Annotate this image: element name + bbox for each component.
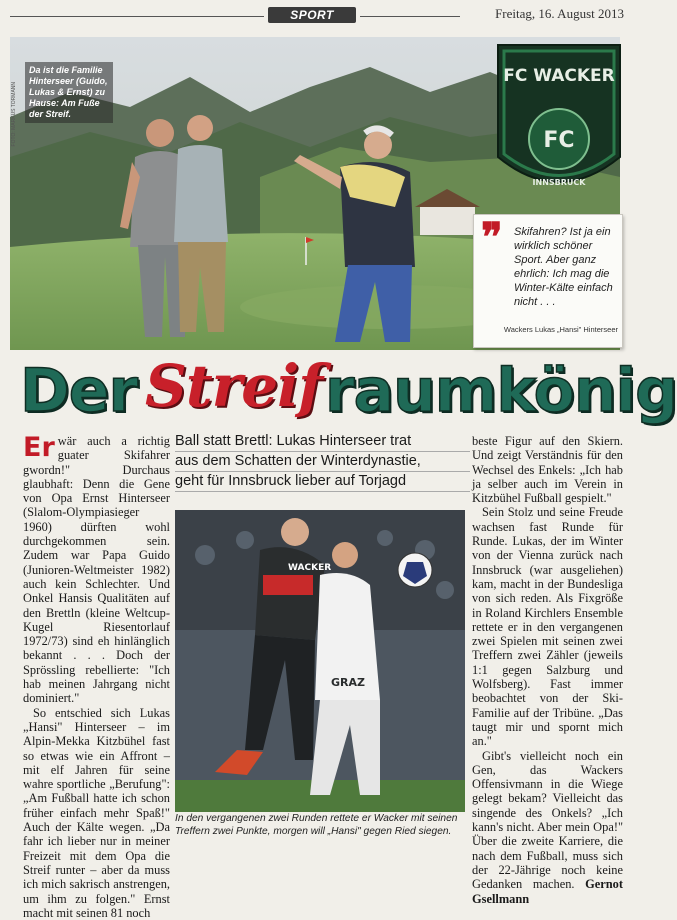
article-paragraph: So entschied sich Lukas „Hansi" Hinterseer – im Alpin-Mekka Kitzbühel fast so etwas wie ein Affront – mit elf Jahren für seine wahre sportliche „Berufung": „Am Fußball hatte ich schon früher einfach mehr Spaß!" Auch der Kälte wegen. „Da fahr ich lieber nur in meiner Freizeit mit dem Opa die Streif runter – aber da muss ich mich sakrisch anstrengen, um ihm zu folgen." Ernst macht mit seinen 81 noch: [23, 705, 170, 920]
quote-text: Skifahren? Ist ja ein wirklich schöner Sport. Aber ganz ehrlich: Ich mag die Winter-Kälte einfach nicht . . .: [514, 226, 613, 308]
club-logo-city: INNSBRUCK: [532, 178, 586, 187]
shirt-text-wacker: WACKER: [288, 563, 332, 573]
headline: [20, 352, 677, 432]
article-paragraph: Sein Stolz und seine Freude wachsen fast Runde für Runde. Lukas, der im Winter von der Vienna zurück nach Innsbruck (war ausgeliehen) kam, macht in der Bundesliga von sich reden. Als Fixgröße in Roland Kirchlers Ensemble rettete er in den vergangenen zwei Spielen mit seinen zwei Treffern zwei Zähler (jeweils 1:1 gegen Salzburg und Wolfsberg). Fast immer beobachtet von der Ski-Familie auf der Tribüne. „Das taugt mir und spornt mich an.": [472, 505, 623, 749]
issue-date: Freitag, 16. August 2013: [491, 6, 624, 22]
photo-credit: FOTO: MARKUS TORMANN: [11, 82, 17, 147]
headline-part-2: Streif: [145, 352, 323, 420]
header-rule-right: [360, 16, 460, 17]
match-photo: [175, 510, 465, 812]
shirt-text-graz: GRAZ: [331, 676, 365, 689]
subheadline-line-1: Ball statt Brettl: Lukas Hinterseer trat: [175, 432, 470, 452]
author-byline: Gernot Gsellmann: [472, 877, 623, 906]
photo-caption: Da ist die Familie Hinterseer (Guido, Lukas & Ernst) zu Hause: Am Fuße der Streif.: [25, 62, 113, 123]
subheadline-line-2: aus dem Schatten der Winterdynastie,: [175, 452, 470, 472]
subheadline-line-3: geht für Innsbruck lieber auf Torjagd: [175, 472, 470, 492]
article-paragraph: beste Figur auf den Skiern. Und zeigt Verständnis für den Wechsel des Enkels: „Ich hab ja selber auch im Verein in Kitzbühel Fußball gespielt.": [472, 434, 623, 506]
section-tag: SPORT: [268, 7, 356, 23]
club-logo-monogram: FC: [543, 128, 575, 153]
article-column-left: [23, 432, 170, 920]
club-logo-name: FC WACKER: [503, 66, 615, 86]
quote-mark-icon: ❞: [481, 216, 503, 260]
headline-part-1: Der: [20, 356, 138, 426]
headline-part-3: raumkönig: [325, 356, 677, 426]
match-photo-caption: In den vergangenen zwei Runden rettete er Wacker mit seinen Treffern zwei Punkte, morgen will „Hansi" gegen Ried siegen.: [175, 813, 458, 837]
article-paragraph: wär auch a richtig guater Skifahrer gwordn!" Durchaus glaubhaft: Denn die Gene von Opa Ernst Hinterseer (Slalom-Olympiasieger 1960) dürften wohl durchgekommen sein. Zudem war Papa Guido (Junioren-Weltmeister 1982) auch kein Schlechter. Und Onkel Hansis Qualitäten auf den Brettln (kleine Weltcup-Kugel Riesentorlauf 1972/73) sind eh hinlänglich bekannt . . . Doch der Sprössling rebellierte: "Ich hab meinen Jahrgang nicht dominiert.": [23, 434, 170, 706]
header-rule-left: [10, 16, 264, 17]
match-photo-image: [175, 510, 465, 812]
quote-box: [473, 214, 623, 348]
subheadline: [175, 432, 470, 492]
article-paragraph: Gibt's vielleicht noch ein Gen, das Wackers Offensivmann in die Wiege gelegt bekam? Vielleicht das singende des Onkels? „Ich kann's nicht. Aber mein Opa!" Über die zweite Karriere, die nach dem Fußball, muss sich der 22-Jährige noch keine Gedanken machen.: [472, 748, 623, 892]
article-column-right: [472, 434, 623, 906]
page-header: [0, 0, 642, 30]
quote-attribution: Wackers Lukas „Hansi" Hinterseer: [503, 325, 618, 334]
drop-cap: Er: [23, 432, 55, 463]
